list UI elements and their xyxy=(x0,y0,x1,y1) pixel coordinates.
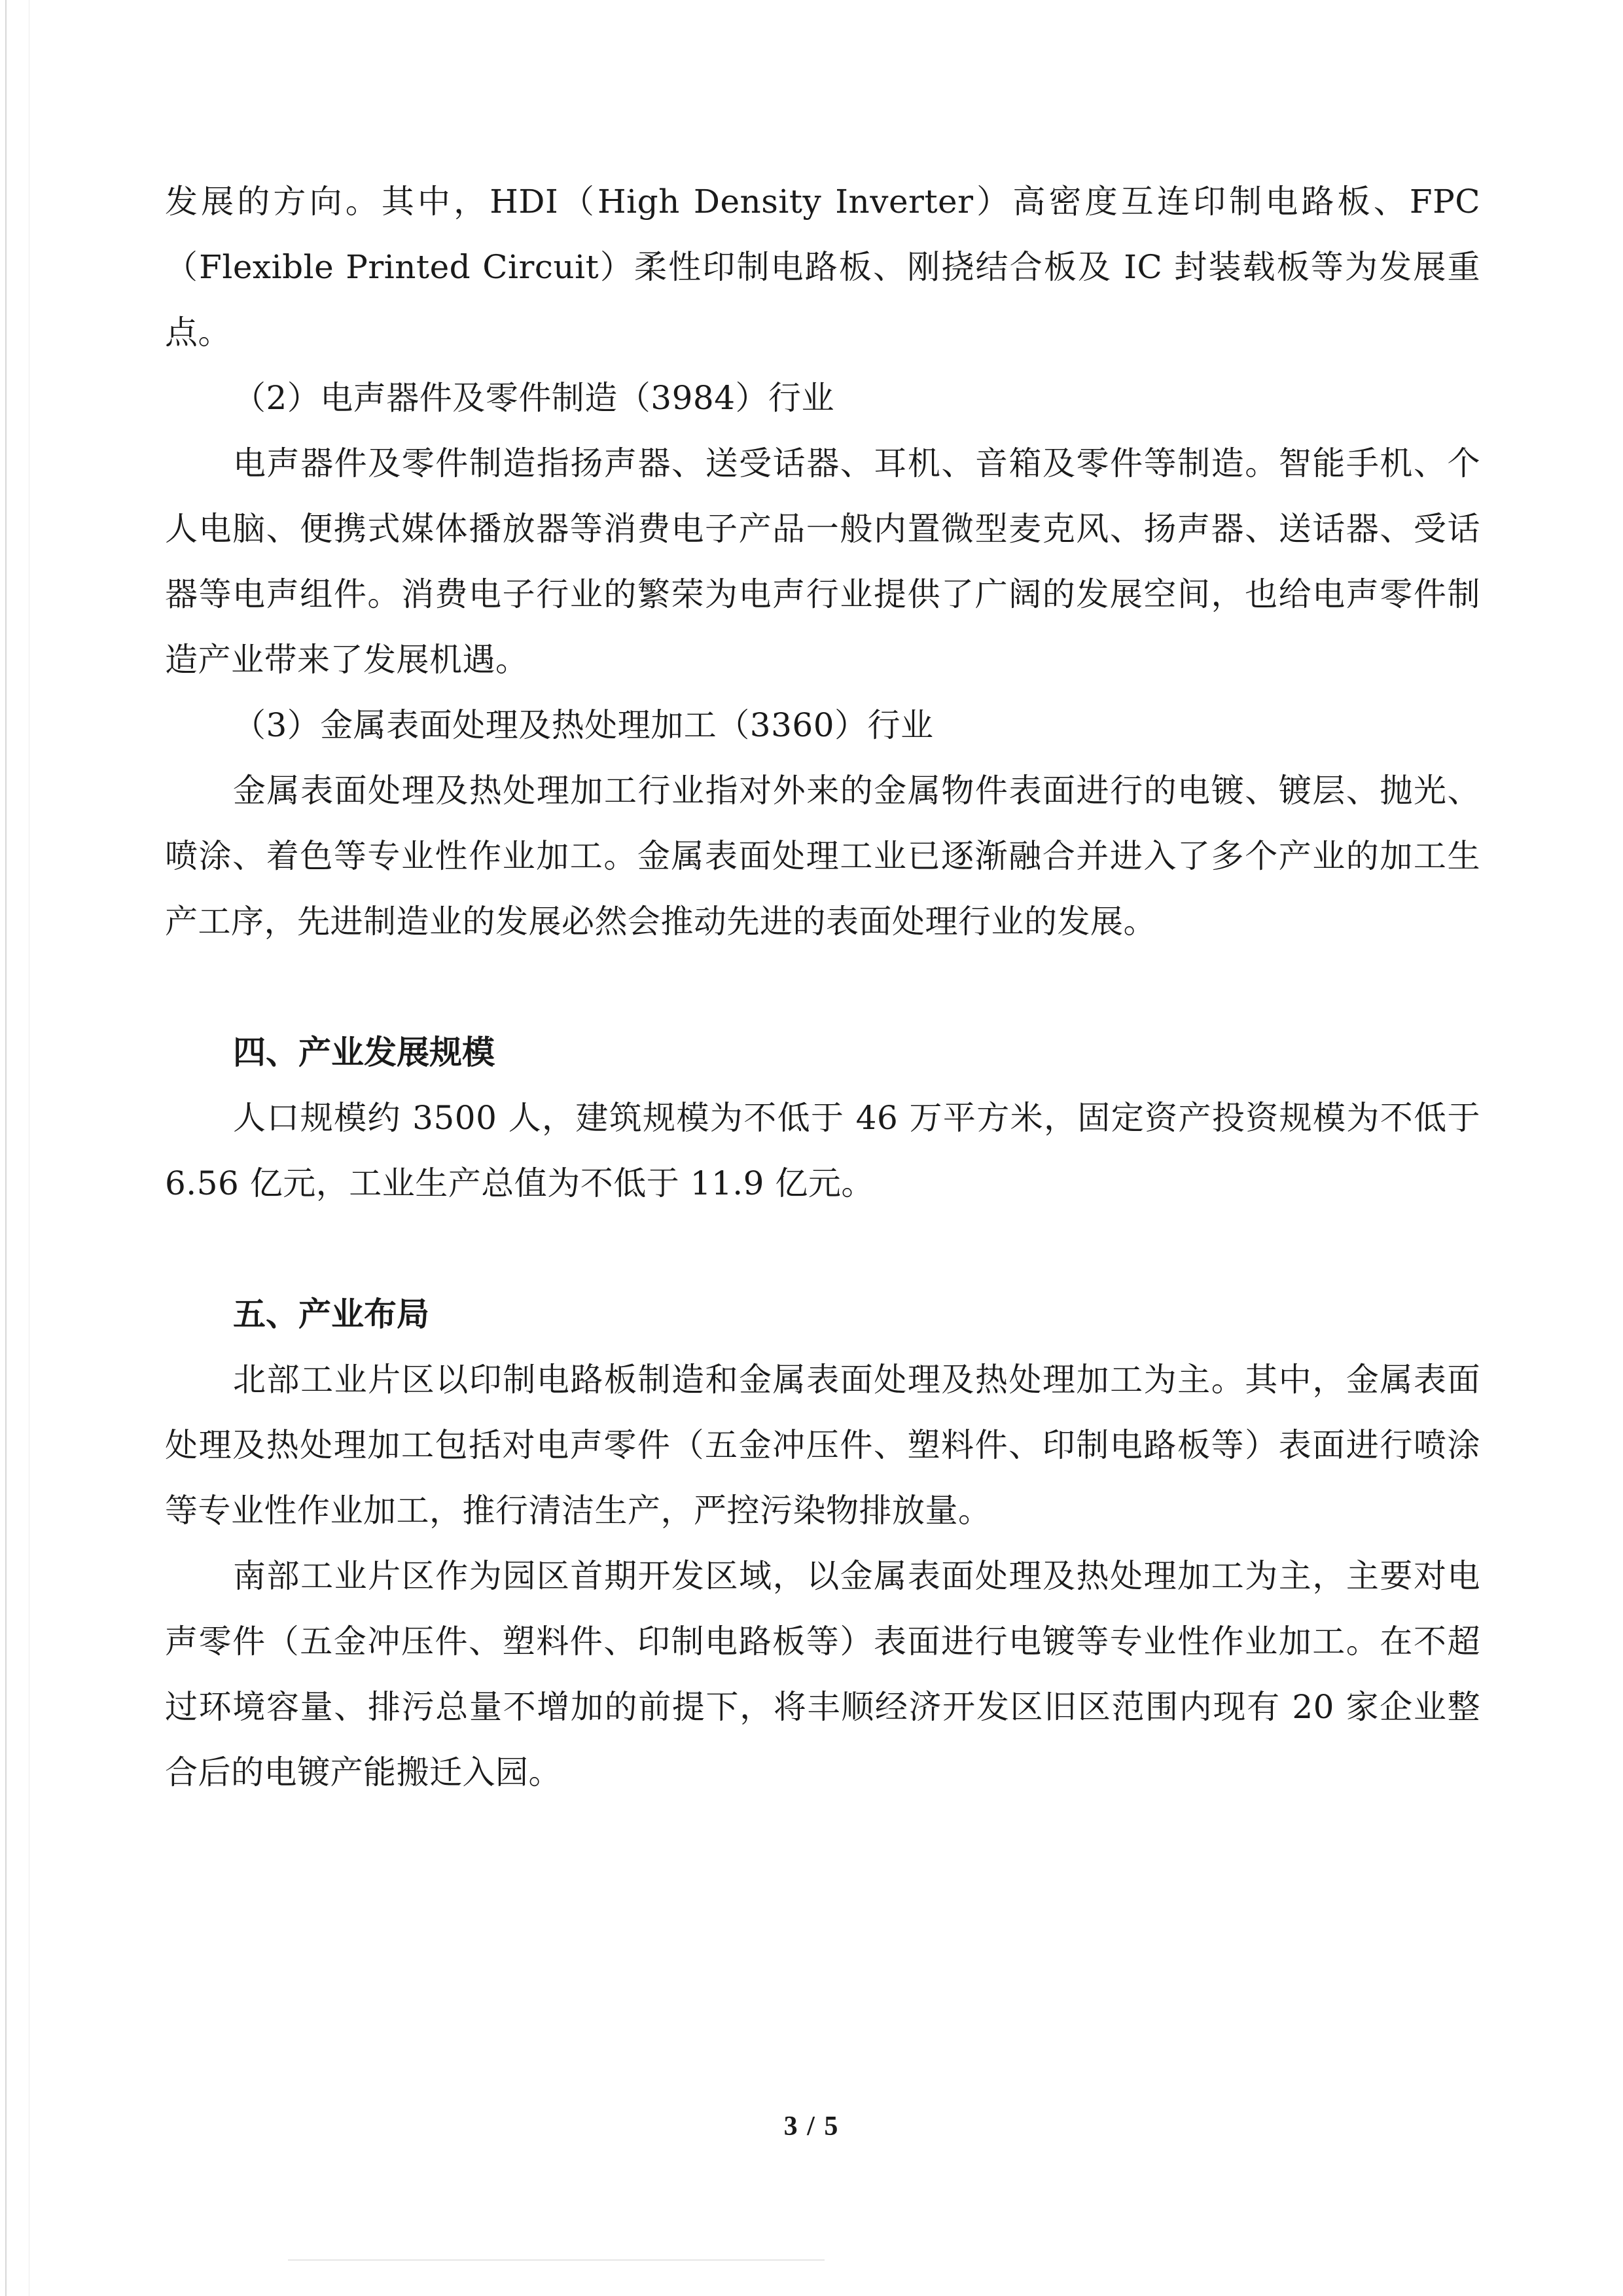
subheading-electroacoustic: （2）电声器件及零件制造（3984）行业 xyxy=(233,379,835,417)
section-heading-layout: 五、产业布局 xyxy=(233,1295,429,1333)
scan-artifact-line xyxy=(288,2259,825,2261)
paragraph-south-zone: 南部工业片区作为园区首期开发区域，以金属表面处理及热处理加工为主，主要对电声零件（五金冲压件、塑料件、印制电路板等）表面进行电镀等专业性作业加工。在不超过环境容量、排污总量不增加的前提下，将丰顺经济开发区旧区范围内现有 20 家企业整合后的电镀产能搬迁入园。 xyxy=(165,1557,1480,1791)
paragraph-electroacoustic: 电声器件及零件制造指扬声器、送受话器、耳机、音箱及零件等制造。智能手机、个人电脑、便携式媒体播放器等消费电子产品一般内置微型麦克风、扬声器、送话器、受话器等电声组件。消费电子行业的繁荣为电声行业提供了广阔的发展空间，也给电声零件制造产业带来了发展机遇。 xyxy=(165,444,1480,679)
scan-edge-line xyxy=(5,0,7,2296)
page-number: 3 / 5 xyxy=(783,2111,840,2142)
paragraph-north-zone: 北部工业片区以印制电路板制造和金属表面处理及热处理加工为主。其中，金属表面处理及热处理加工包括对电声零件（五金冲压件、塑料件、印制电路板等）表面进行喷涂等专业性作业加工，推行清洁生产，严控污染物排放量。 xyxy=(165,1361,1480,1530)
paragraph-scale: 人口规模约 3500 人，建筑规模为不低于 46 万平方米，固定资产投资规模为不低于 6.56 亿元，工业生产总值为不低于 11.9 亿元。 xyxy=(165,1099,1480,1202)
subheading-metal-surface: （3）金属表面处理及热处理加工（3360）行业 xyxy=(233,706,934,744)
section-heading-scale: 四、产业发展规模 xyxy=(233,1033,495,1071)
paragraph-hdi-fpc: 发展的方向。其中，HDI（High Density Inverter）高密度互连印制电路板、FPC（Flexible Printed Circuit）柔性印制电路板、刚挠结合板及 IC 封装载板等为发展重点。 xyxy=(165,183,1480,351)
document-body xyxy=(165,169,1480,1805)
paragraph-metal-surface: 金属表面处理及热处理加工行业指对外来的金属物件表面进行的电镀、镀层、抛光、喷涂、着色等专业性作业加工。金属表面处理工业已逐渐融合并进入了多个产业的加工生产工序，先进制造业的发展必然会推动先进的表面处理行业的发展。 xyxy=(165,772,1480,941)
